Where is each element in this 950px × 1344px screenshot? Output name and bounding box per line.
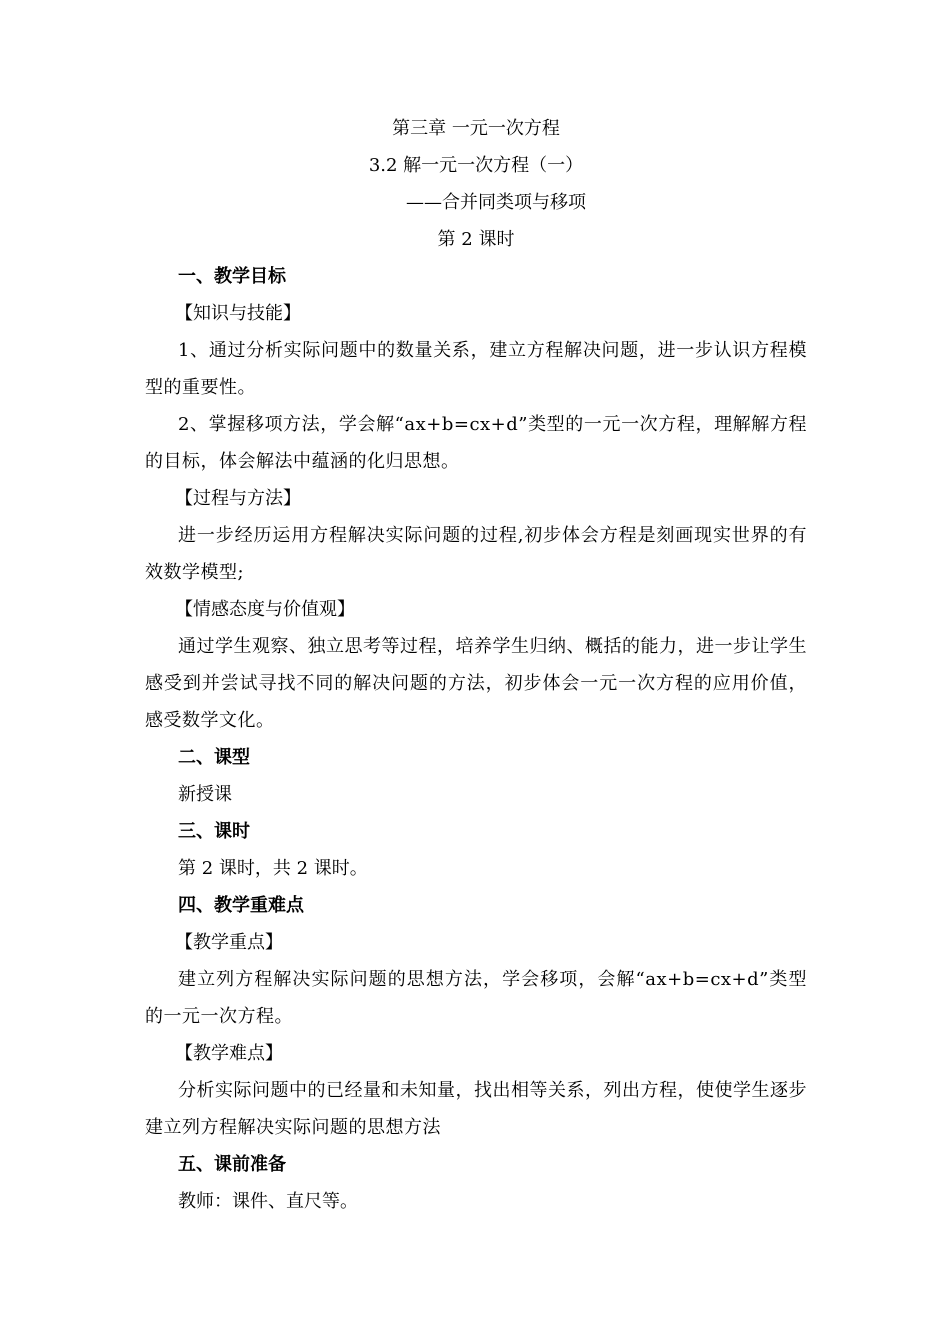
section-subtitle: ——合并同类项与移项 (406, 192, 586, 213)
lesson-type-text: 新授课 (178, 784, 232, 805)
lesson-number: 第 2 课时 (437, 229, 515, 250)
process-text: 进一步经历运用方程解决实际问题的过程,初步体会方程是刻画现实世界的有效数学模型; (145, 525, 807, 583)
key-points-heading: 四、教学重难点 (178, 895, 304, 916)
preparation-heading: 五、课前准备 (178, 1154, 286, 1175)
knowledge-label: 【知识与技能】 (175, 303, 301, 324)
chapter-title: 第三章 一元一次方程 (392, 118, 560, 139)
section-title: 3.2 解一元一次方程（一） (368, 155, 584, 176)
emotion-text: 通过学生观察、独立思考等过程，培养学生归纳、概括的能力，进一步让学生感受到并尝试寻找不同的解决问题的方法，初步体会一元一次方程的应用价值，感受数学文化。 (145, 636, 807, 731)
focus-label: 【教学重点】 (175, 932, 283, 953)
preparation-text: 教师：课件、直尺等。 (178, 1191, 358, 1212)
process-label: 【过程与方法】 (175, 488, 301, 509)
knowledge-item-1: 1、通过分析实际问题中的数量关系，建立方程解决问题，进一步认识方程模型的重要性。 (145, 340, 807, 398)
difficulty-label: 【教学难点】 (175, 1043, 283, 1064)
document-page (145, 110, 807, 1220)
hours-heading: 三、课时 (178, 821, 250, 842)
hours-text: 第 2 课时，共 2 课时。 (178, 858, 368, 879)
emotion-label: 【情感态度与价值观】 (175, 599, 355, 620)
focus-text: 建立列方程解决实际问题的思想方法，学会移项，会解“ax+b=cx+d”类型的一元一次方程。 (145, 969, 807, 1027)
knowledge-item-2: 2、掌握移项方法，学会解“ax+b=cx+d”类型的一元一次方程，理解解方程的目标，体会解法中蕴涵的化归思想。 (145, 414, 807, 472)
objectives-heading: 一、教学目标 (178, 266, 286, 287)
difficulty-text: 分析实际问题中的已经量和未知量，找出相等关系，列出方程，使使学生逐步建立列方程解决实际问题的思想方法 (145, 1080, 807, 1138)
lesson-type-heading: 二、课型 (178, 747, 250, 768)
